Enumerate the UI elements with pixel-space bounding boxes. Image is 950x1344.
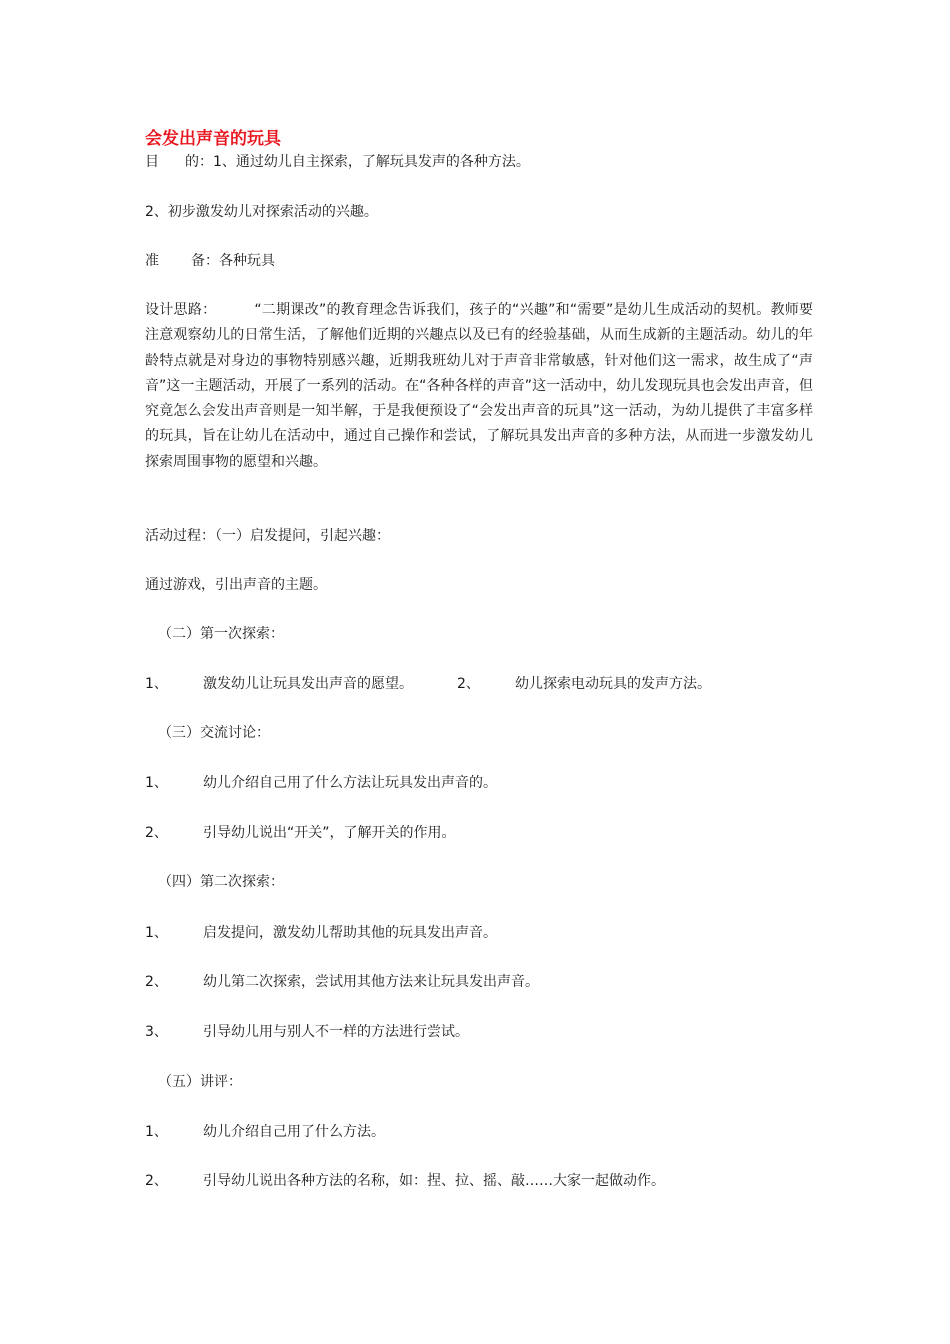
section-2-items	[145, 672, 711, 696]
list-item-number: 1、	[145, 775, 168, 791]
goal-line-1	[145, 150, 530, 174]
list-item	[145, 821, 456, 845]
design-label: 设计思路：	[145, 302, 217, 318]
prep-line	[145, 249, 275, 273]
list-item-number: 2、	[145, 825, 168, 841]
list-item-text: 引导幼儿说出“开关”，了解开关的作用。	[203, 825, 456, 841]
list-item-number: 2、	[145, 1173, 168, 1189]
section-2-heading: （二）第一次探索：	[158, 626, 284, 642]
list-item-number: 1、	[145, 1124, 168, 1140]
list-item	[145, 970, 539, 994]
list-item-text: 引导幼儿用与别人不一样的方法进行尝试。	[203, 1024, 469, 1040]
document-title: 会发出声音的玩具	[145, 129, 281, 149]
list-item-text: 幼儿探索电动玩具的发声方法。	[515, 676, 711, 692]
list-item-number: 1、	[145, 925, 168, 941]
list-item-number: 2、	[145, 974, 168, 990]
list-item-text: 幼儿第二次探索，尝试用其他方法来让玩具发出声音。	[203, 974, 539, 990]
section-5-heading: （五）讲评：	[158, 1074, 242, 1090]
design-paragraph	[145, 298, 813, 475]
prep-label-b: 备：	[191, 253, 219, 269]
goal-label-b: 的：	[185, 154, 213, 170]
list-item	[145, 771, 497, 795]
process-line	[145, 524, 390, 548]
section-4-heading: （四）第二次探索：	[158, 874, 284, 890]
list-item-text: 激发幼儿让玩具发出声音的愿望。	[203, 676, 413, 692]
list-item-text: 引导幼儿说出各种方法的名称，如：捏、拉、摇、敲……大家一起做动作。	[203, 1173, 665, 1189]
list-item-number: 3、	[145, 1024, 168, 1040]
list-item	[145, 1120, 385, 1144]
goal-item-1: 1、通过幼儿自主探索，了解玩具发声的各种方法。	[213, 154, 530, 170]
list-item	[145, 1020, 469, 1044]
list-item-text: 幼儿介绍自己用了什么方法。	[203, 1124, 385, 1140]
list-item-text: 幼儿介绍自己用了什么方法让玩具发出声音的。	[203, 775, 497, 791]
process-label: 活动过程：	[145, 528, 215, 544]
list-item-text: 启发提问，激发幼儿帮助其他的玩具发出声音。	[203, 925, 497, 941]
design-text: “二期课改”的教育理念告诉我们，孩子的“兴趣”和“需要”是幼儿生成活动的契机。教师要注意观察幼儿的日常生活，了解他们近期的兴趣点以及已有的经验基础，从而生成新的主题活动。幼儿的年龄特点就是对身边的事物特别感兴趣，近期我班幼儿对于声音非常敏感，针对他们这一需求，故生成了“声音”这一主题活动，开展了一系列的活动。在“各种各样的声音”这一活动中，幼儿发现玩具也会发出声音，但究竟怎么会发出声音则是一知半解，于是我便预设了“会发出声音的玩具”这一活动，为幼儿提供了丰富多样的玩具，旨在让幼儿在活动中，通过自己操作和尝试，了解玩具发出声音的多种方法，从而进一步激发幼儿探索周围事物的愿望和兴趣。	[145, 302, 814, 470]
list-item-number: 2、	[457, 676, 480, 692]
goal-item-2: 2、初步激发幼儿对探索活动的兴趣。	[145, 204, 378, 220]
prep-label-a: 准	[145, 253, 159, 269]
list-item-number: 1、	[145, 676, 168, 692]
list-item	[145, 921, 497, 945]
prep-value: 各种玩具	[219, 253, 275, 269]
goal-label-a: 目	[145, 154, 159, 170]
section-3-heading: （三）交流讨论：	[158, 725, 270, 741]
section-1-text: 通过游戏，引出声音的主题。	[145, 577, 327, 593]
section-1-heading: （一）启发提问，引起兴趣：	[215, 528, 390, 544]
list-item	[145, 1169, 665, 1193]
